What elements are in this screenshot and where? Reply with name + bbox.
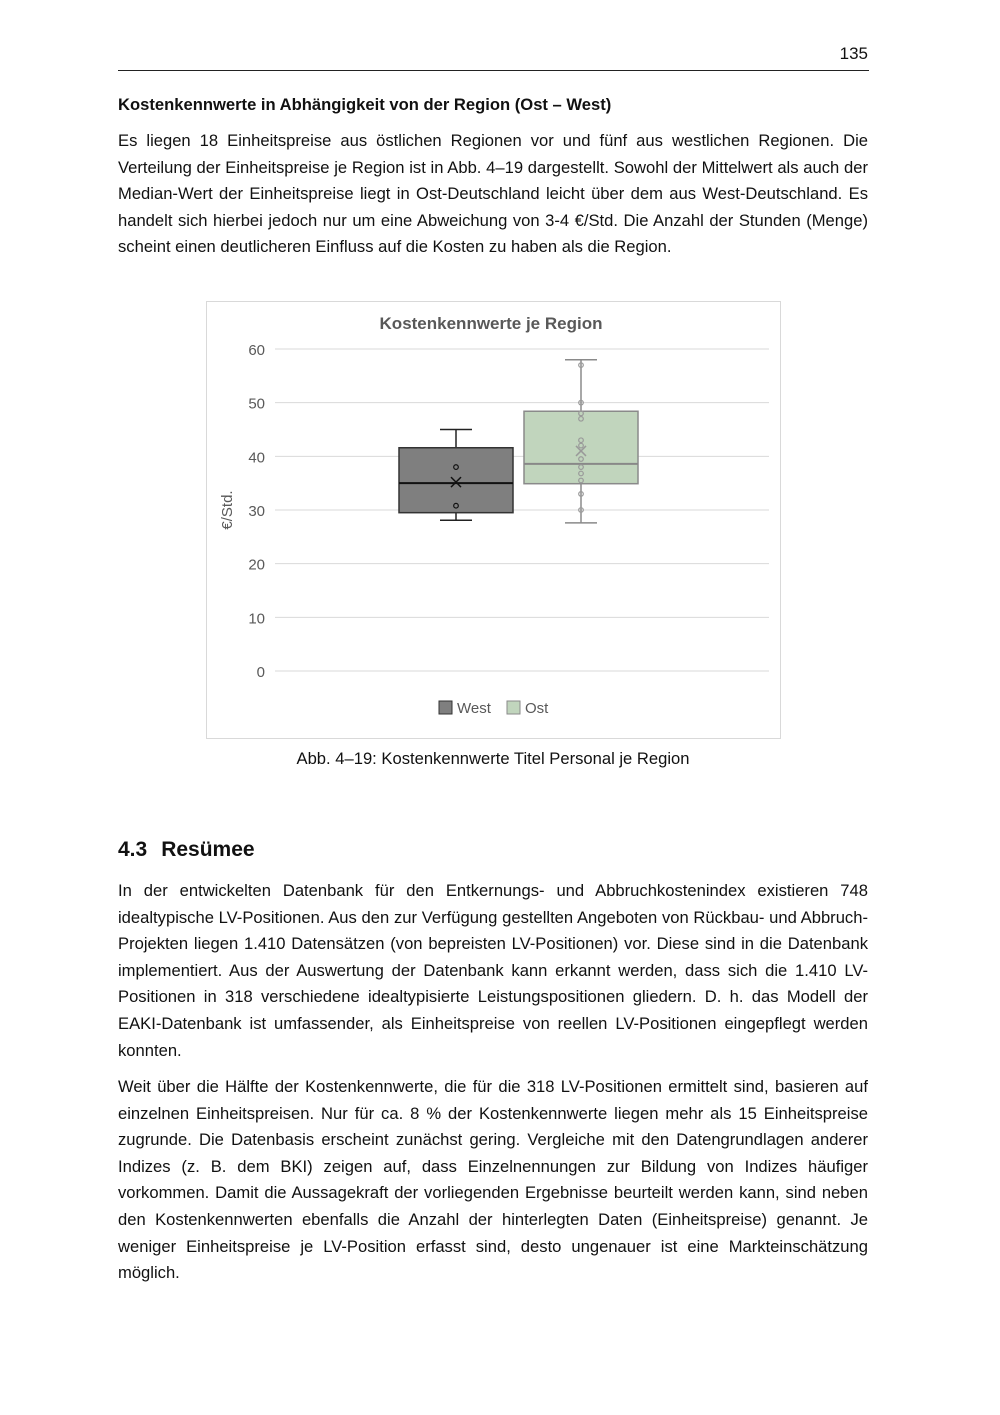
y-tick-label: 10	[248, 610, 265, 628]
y-tick-label: 60	[248, 342, 265, 359]
paragraph-1: Es liegen 18 Einheitspreise aus östlichen Regionen vor und fünf aus westlichen Regionen. Die Verteilung der Einheitspreise je Region ist in Abb. 4–19 dargestellt. Sowohl der Mittelwert als auch der Median-Wert der Einheitspreise liegt in Ost-Deutschland leicht über dem aus West-Deutschland. Es handelt sich hierbei jedoch nur um eine Abweichung von 3-4 €/Std. Die Anzahl der Stunden (Menge) scheint einen deutlicheren Einfluss auf die Kosten zu haben als die Region.	[118, 131, 868, 257]
chapter-heading	[118, 838, 269, 862]
paragraph-2: In der entwickelten Datenbank für den Entkernungs- und Abbruchkostenindex existieren 748 idealtypische LV-Positionen. Aus den zur Verfügung gestellten Angeboten von Rückbau- und Abbruch-Projekten liegen 1.410 Datensätzen (von bepreisten LV-Positionen) vor. Diese sind in die Datenbank implementiert. Aus der Auswertung der Datenbank kann erkannt werden, dass sich die 1.410 LV-Positionen in 318 verschiedene idealtypisierte Leistungspositionen gliedern. D. h. das Modell der EAKI-Datenbank ist umfassender, als Einheitspreise von reellen LV-Positionen eingepflegt werden konnten.	[118, 881, 868, 1060]
legend-label-ost: Ost	[525, 700, 549, 717]
chart-svg	[207, 302, 780, 738]
section-heading: Kostenkennwerte in Abhängigkeit von der Region (Ost – West)	[118, 95, 612, 114]
page-number: 135	[839, 44, 868, 63]
figure-caption: Abb. 4–19: Kostenkennwerte Titel Personal je Region	[296, 749, 690, 768]
y-tick-label: 20	[248, 556, 265, 574]
chart-title: Kostenkennwerte je Region	[379, 314, 603, 333]
legend-label-west: West	[457, 700, 491, 717]
header-rule	[118, 70, 869, 71]
y-tick-label: 40	[248, 449, 265, 467]
y-axis-label: €/Std.	[219, 490, 236, 530]
chapter-title: Resümee	[161, 838, 255, 861]
y-tick-label: 30	[248, 503, 265, 520]
paragraph-3: Weit über die Hälfte der Kostenkennwerte, die für die 318 LV-Positionen ermittelt sind, basieren auf einzelnen Einheitspreisen. Nur für ca. 8 % der Kostenkennwerte liegen mehr als 15 Einheitspreise zugrunde. Die Datenbasis erscheint zunächst gering. Vergleiche mit den Datengrundlagen anderer Indizes (z. B. dem BKI) zeigen auf, dass Einzelnennungen zur Bildung von Indizes häufiger vorkommen. Damit die Aussagekraft der vorliegenden Ergebnisse beurteilt werden kann, sind neben den Kostenkennwerten ebenfalls die Anzahl der hinterlegten Daten (Einheitspreise) genannt. Je weniger Einheitspreise je LV-Position erfasst sind, desto ungenauer ist eine Markteinschätzung möglich.	[118, 1077, 868, 1283]
legend-swatch-west	[439, 701, 452, 714]
chapter-number: 4.3	[118, 838, 148, 861]
legend-swatch-ost	[507, 701, 520, 714]
y-tick-label: 0	[256, 664, 265, 681]
y-tick-label: 50	[248, 395, 265, 413]
box-plot-chart	[206, 301, 781, 739]
